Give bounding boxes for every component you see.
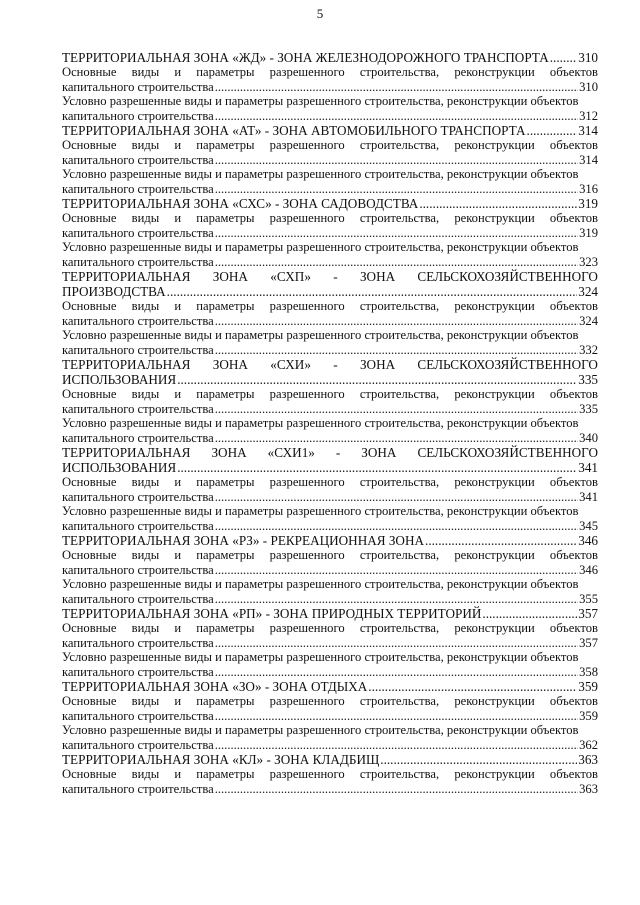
zone-title-line[interactable]: [62, 269, 598, 284]
conditional-types-continuation-page: 323: [579, 254, 598, 269]
toc-entry: [62, 606, 598, 679]
basic-types-line[interactable]: [62, 475, 598, 490]
conditional-types-continuation-page: 312: [579, 108, 598, 123]
basic-types-word: реконструкции: [454, 211, 535, 225]
conditional-types-text: Условно разрешенные виды и параметры разрешенного строительства, реконструкции объектов: [62, 650, 579, 664]
toc-entry: [62, 269, 598, 357]
zone-title-word: ЗОНА: [212, 357, 248, 372]
zone-title-continuation[interactable]: [62, 284, 598, 299]
zone-title-text: ТЕРРИТОРИАЛЬНАЯ ЗОНА «ЗО» - ЗОНА ОТДЫХА: [62, 679, 368, 694]
basic-types-continuation[interactable]: [62, 80, 598, 95]
leader-dots: [419, 196, 577, 211]
zone-title-text: ТЕРРИТОРИАЛЬНАЯ ЗОНА «СХС» - ЗОНА САДОВОДСТВА: [62, 196, 419, 211]
basic-types-word: реконструкции: [454, 694, 535, 708]
leader-dots: [215, 709, 578, 724]
toc-entry: [62, 445, 598, 533]
conditional-types-continuation-text: капитального строительства: [62, 254, 214, 269]
basic-types-word: разрешенного: [269, 621, 345, 635]
basic-types-word: разрешенного: [269, 138, 345, 152]
conditional-types-text: Условно разрешенные виды и параметры разрешенного строительства, реконструкции объектов: [62, 504, 579, 518]
basic-types-continuation-text: капитального строительства: [62, 708, 214, 723]
basic-types-continuation-text: капитального строительства: [62, 225, 214, 240]
leader-dots: [215, 255, 578, 270]
zone-title[interactable]: [62, 196, 598, 211]
basic-types-word: строительства,: [359, 548, 440, 562]
conditional-types-line[interactable]: [62, 577, 598, 592]
basic-types-word: разрешенного: [269, 387, 345, 401]
basic-types-word: объектов: [549, 475, 598, 489]
basic-types-word: параметры: [196, 475, 255, 489]
basic-types-continuation-page: 357: [579, 635, 598, 650]
basic-types-word: объектов: [549, 65, 598, 79]
zone-title-text: ТЕРРИТОРИАЛЬНАЯ ЗОНА «КЛ» - ЗОНА КЛАДБИЩ: [62, 752, 380, 767]
basic-types-word: разрешенного: [269, 211, 345, 225]
basic-types-word: реконструкции: [454, 387, 535, 401]
basic-types-word: и: [174, 548, 182, 562]
toc-entry: [62, 679, 598, 752]
zone-title-line[interactable]: [62, 445, 598, 460]
zone-title-word: СЕЛЬСКОХОЗЯЙСТВЕННОГО: [417, 357, 598, 372]
conditional-types-continuation-page: 316: [579, 181, 598, 196]
toc-entry: [62, 50, 598, 123]
zone-title-word: ЗОНА: [359, 269, 396, 284]
zone-title[interactable]: [62, 123, 598, 138]
basic-types-word: параметры: [196, 694, 255, 708]
toc-entry: [62, 196, 598, 269]
basic-types-word: и: [174, 138, 182, 152]
basic-types-line[interactable]: [62, 621, 598, 636]
basic-types-word: разрешенного: [269, 767, 345, 781]
basic-types-continuation-page: 359: [579, 708, 598, 723]
zone-title-text: ТЕРРИТОРИАЛЬНАЯ ЗОНА «АТ» - ЗОНА АВТОМОБИЛЬНОГО ТРАНСПОРТА: [62, 123, 526, 138]
basic-types-word: Основные: [62, 387, 117, 401]
basic-types-word: строительства,: [359, 299, 440, 313]
conditional-types-continuation-page: 340: [579, 430, 598, 445]
basic-types-word: параметры: [196, 299, 255, 313]
conditional-types-continuation[interactable]: [62, 182, 598, 197]
zone-title-continuation-text: ПРОИЗВОДСТВА: [62, 284, 166, 299]
basic-types-word: параметры: [196, 548, 255, 562]
basic-types-word: виды: [131, 767, 160, 781]
conditional-types-continuation-text: капитального строительства: [62, 342, 214, 357]
basic-types-line[interactable]: [62, 548, 598, 563]
basic-types-continuation-page: 335: [579, 401, 598, 416]
basic-types-word: параметры: [196, 387, 255, 401]
page-number: 5: [316, 6, 324, 21]
basic-types-word: разрешенного: [269, 65, 345, 79]
conditional-types-continuation[interactable]: [62, 109, 598, 124]
basic-types-word: и: [174, 621, 182, 635]
zone-title-word: -: [333, 269, 338, 284]
basic-types-line[interactable]: [62, 387, 598, 402]
basic-types-word: виды: [131, 694, 160, 708]
zone-title-line[interactable]: [62, 357, 598, 372]
basic-types-word: реконструкции: [454, 621, 535, 635]
leader-dots: [215, 738, 578, 753]
basic-types-word: объектов: [549, 621, 598, 635]
zone-title-word: ЗОНА: [211, 445, 247, 460]
basic-types-word: строительства,: [359, 767, 440, 781]
conditional-types-text: Условно разрешенные виды и параметры разрешенного строительства, реконструкции объектов: [62, 328, 579, 342]
basic-types-continuation-page: 363: [579, 781, 598, 796]
basic-types-word: объектов: [549, 299, 598, 313]
leader-dots: [215, 343, 578, 358]
basic-types-word: реконструкции: [454, 767, 535, 781]
basic-types-word: и: [174, 475, 182, 489]
basic-types-word: реконструкции: [454, 299, 535, 313]
conditional-types-continuation-text: капитального строительства: [62, 181, 214, 196]
leader-dots: [215, 80, 578, 95]
leader-dots: [215, 402, 578, 417]
conditional-types-continuation-page: 355: [579, 591, 598, 606]
zone-title-text: ТЕРРИТОРИАЛЬНАЯ ЗОНА «РЗ» - РЕКРЕАЦИОННАЯ ЗОНА: [62, 533, 425, 548]
leader-dots: [215, 782, 578, 797]
zone-title-page: 359: [578, 679, 598, 694]
conditional-types-continuation[interactable]: [62, 592, 598, 607]
zone-title[interactable]: [62, 606, 598, 621]
leader-dots: [380, 752, 577, 767]
leader-dots: [177, 460, 577, 475]
basic-types-word: строительства,: [359, 65, 440, 79]
zone-title-page: 310: [578, 50, 598, 65]
basic-types-word: и: [174, 694, 182, 708]
basic-types-word: строительства,: [359, 387, 440, 401]
zone-title[interactable]: [62, 679, 598, 694]
zone-title-continuation-text: ИСПОЛЬЗОВАНИЯ: [62, 372, 177, 387]
conditional-types-continuation-text: капитального строительства: [62, 108, 214, 123]
basic-types-word: Основные: [62, 694, 117, 708]
conditional-types-continuation-text: капитального строительства: [62, 737, 214, 752]
zone-title-continuation-page: 335: [578, 372, 598, 387]
conditional-types-line[interactable]: [62, 723, 598, 738]
basic-types-continuation[interactable]: [62, 314, 598, 329]
basic-types-word: виды: [131, 211, 160, 225]
basic-types-continuation-text: капитального строительства: [62, 781, 214, 796]
conditional-types-continuation-page: 332: [579, 342, 598, 357]
zone-title-continuation-page: 341: [578, 460, 598, 475]
basic-types-word: виды: [131, 138, 160, 152]
basic-types-word: Основные: [62, 548, 117, 562]
basic-types-word: объектов: [549, 694, 598, 708]
basic-types-word: параметры: [196, 767, 255, 781]
basic-types-continuation[interactable]: [62, 153, 598, 168]
leader-dots: [215, 563, 578, 578]
basic-types-word: объектов: [549, 211, 598, 225]
basic-types-word: параметры: [196, 138, 255, 152]
zone-title-continuation[interactable]: [62, 460, 598, 475]
leader-dots: [215, 182, 578, 197]
basic-types-word: виды: [131, 475, 160, 489]
basic-types-word: и: [174, 299, 182, 313]
leader-dots: [215, 665, 578, 680]
zone-title-page: 319: [578, 196, 598, 211]
basic-types-continuation[interactable]: [62, 636, 598, 651]
basic-types-word: и: [174, 65, 182, 79]
conditional-types-line[interactable]: [62, 504, 598, 519]
conditional-types-continuation[interactable]: [62, 665, 598, 680]
zone-title-page: 314: [578, 123, 598, 138]
basic-types-word: строительства,: [359, 694, 440, 708]
conditional-types-continuation[interactable]: [62, 431, 598, 446]
conditional-types-continuation-page: 345: [579, 518, 598, 533]
basic-types-continuation[interactable]: [62, 563, 598, 578]
basic-types-continuation-text: капитального строительства: [62, 401, 214, 416]
basic-types-word: параметры: [196, 211, 255, 225]
basic-types-continuation-page: 319: [579, 225, 598, 240]
zone-title-word: ТЕРРИТОРИАЛЬНАЯ: [62, 357, 191, 372]
leader-dots: [215, 153, 578, 168]
basic-types-word: виды: [131, 387, 160, 401]
conditional-types-text: Условно разрешенные виды и параметры разрешенного строительства, реконструкции объектов: [62, 167, 579, 181]
leader-dots: [482, 606, 577, 621]
leader-dots: [215, 490, 578, 505]
basic-types-word: Основные: [62, 299, 117, 313]
basic-types-word: разрешенного: [269, 475, 345, 489]
basic-types-continuation-text: капитального строительства: [62, 489, 214, 504]
zone-title-word: ТЕРРИТОРИАЛЬНАЯ: [62, 269, 191, 284]
leader-dots: [177, 372, 577, 387]
basic-types-continuation-page: 341: [579, 489, 598, 504]
conditional-types-continuation-text: капитального строительства: [62, 664, 214, 679]
basic-types-word: виды: [131, 65, 160, 79]
zone-title-word: СЕЛЬСКОХОЗЯЙСТВЕННОГО: [417, 269, 598, 284]
basic-types-continuation-text: капитального строительства: [62, 79, 214, 94]
conditional-types-line[interactable]: [62, 94, 598, 109]
basic-types-word: объектов: [549, 767, 598, 781]
basic-types-word: и: [174, 387, 182, 401]
toc-entry: [62, 357, 598, 445]
conditional-types-text: Условно разрешенные виды и параметры разрешенного строительства, реконструкции объектов: [62, 240, 579, 254]
basic-types-continuation-page: 310: [579, 79, 598, 94]
basic-types-line[interactable]: [62, 299, 598, 314]
zone-title-word: ТЕРРИТОРИАЛЬНАЯ: [62, 445, 191, 460]
leader-dots: [368, 679, 577, 694]
basic-types-word: реконструкции: [454, 138, 535, 152]
zone-title-page: 346: [578, 533, 598, 548]
conditional-types-text: Условно разрешенные виды и параметры разрешенного строительства, реконструкции объектов: [62, 723, 579, 737]
basic-types-word: разрешенного: [269, 299, 345, 313]
table-of-contents: [62, 50, 598, 796]
basic-types-word: строительства,: [359, 138, 440, 152]
zone-title-word: ЗОНА: [361, 445, 397, 460]
basic-types-continuation[interactable]: [62, 709, 598, 724]
basic-types-word: виды: [131, 621, 160, 635]
basic-types-word: строительства,: [359, 475, 440, 489]
conditional-types-line[interactable]: [62, 416, 598, 431]
leader-dots: [215, 636, 578, 651]
basic-types-continuation-page: 346: [579, 562, 598, 577]
basic-types-word: строительства,: [359, 621, 440, 635]
zone-title-page: 363: [578, 752, 598, 767]
basic-types-line[interactable]: [62, 767, 598, 782]
basic-types-continuation-text: капитального строительства: [62, 152, 214, 167]
leader-dots: [215, 431, 578, 446]
leader-dots: [215, 519, 578, 534]
conditional-types-continuation-page: 358: [579, 664, 598, 679]
zone-title-word: СЕЛЬСКОХОЗЯЙСТВЕННОГО: [417, 445, 598, 460]
basic-types-continuation[interactable]: [62, 490, 598, 505]
basic-types-line[interactable]: [62, 694, 598, 709]
conditional-types-line[interactable]: [62, 328, 598, 343]
basic-types-word: объектов: [549, 548, 598, 562]
basic-types-word: Основные: [62, 475, 117, 489]
conditional-types-continuation-text: капитального строительства: [62, 430, 214, 445]
zone-title[interactable]: [62, 50, 598, 65]
basic-types-continuation-text: капитального строительства: [62, 313, 214, 328]
basic-types-word: виды: [131, 548, 160, 562]
basic-types-word: параметры: [196, 621, 255, 635]
leader-dots: [425, 533, 577, 548]
conditional-types-continuation-text: капитального строительства: [62, 591, 214, 606]
conditional-types-text: Условно разрешенные виды и параметры разрешенного строительства, реконструкции объектов: [62, 577, 579, 591]
toc-entry: [62, 752, 598, 796]
zone-title-continuation-page: 324: [578, 284, 598, 299]
leader-dots: [167, 284, 578, 299]
basic-types-continuation-page: 314: [579, 152, 598, 167]
leader-dots: [527, 123, 578, 138]
basic-types-continuation[interactable]: [62, 226, 598, 241]
basic-types-word: разрешенного: [269, 548, 345, 562]
leader-dots: [215, 226, 578, 241]
basic-types-word: Основные: [62, 211, 117, 225]
basic-types-word: виды: [131, 299, 160, 313]
toc-entry: [62, 123, 598, 196]
conditional-types-continuation-text: капитального строительства: [62, 518, 214, 533]
zone-title[interactable]: [62, 752, 598, 767]
leader-dots: [215, 109, 578, 124]
basic-types-continuation-page: 324: [579, 313, 598, 328]
zone-title-word: -: [335, 445, 341, 460]
basic-types-word: Основные: [62, 65, 117, 79]
basic-types-continuation-text: капитального строительства: [62, 562, 214, 577]
basic-types-continuation[interactable]: [62, 402, 598, 417]
conditional-types-line[interactable]: [62, 650, 598, 665]
zone-title-word: «СХИ1»: [267, 445, 315, 460]
basic-types-word: строительства,: [359, 211, 440, 225]
basic-types-line[interactable]: [62, 65, 598, 80]
basic-types-word: и: [174, 767, 182, 781]
conditional-types-continuation[interactable]: [62, 519, 598, 534]
basic-types-word: разрешенного: [269, 694, 345, 708]
zone-title[interactable]: [62, 533, 598, 548]
zone-title-word: ЗОНА: [212, 269, 248, 284]
leader-dots: [215, 314, 578, 329]
basic-types-word: Основные: [62, 621, 117, 635]
basic-types-continuation-text: капитального строительства: [62, 635, 214, 650]
basic-types-word: и: [174, 211, 182, 225]
zone-title-word: «СХП»: [270, 269, 311, 284]
zone-title-word: ЗОНА: [359, 357, 396, 372]
zone-title-continuation[interactable]: [62, 372, 598, 387]
basic-types-word: параметры: [196, 65, 255, 79]
zone-title-word: -: [333, 357, 338, 372]
zone-title-word: «СХИ»: [270, 357, 311, 372]
basic-types-word: Основные: [62, 767, 117, 781]
basic-types-word: объектов: [549, 387, 598, 401]
basic-types-word: реконструкции: [454, 548, 535, 562]
basic-types-word: реконструкции: [454, 65, 535, 79]
basic-types-word: Основные: [62, 138, 117, 152]
zone-title-text: ТЕРРИТОРИАЛЬНАЯ ЗОНА «РП» - ЗОНА ПРИРОДНЫХ ТЕРРИТОРИЙ: [62, 606, 482, 621]
conditional-types-line[interactable]: [62, 167, 598, 182]
basic-types-line[interactable]: [62, 211, 598, 226]
conditional-types-continuation-page: 362: [579, 737, 598, 752]
leader-dots: [550, 50, 577, 65]
basic-types-word: реконструкции: [454, 475, 535, 489]
conditional-types-text: Условно разрешенные виды и параметры разрешенного строительства, реконструкции объектов: [62, 94, 579, 108]
conditional-types-line[interactable]: [62, 240, 598, 255]
conditional-types-text: Условно разрешенные виды и параметры разрешенного строительства, реконструкции объектов: [62, 416, 579, 430]
basic-types-line[interactable]: [62, 138, 598, 153]
conditional-types-continuation[interactable]: [62, 738, 598, 753]
basic-types-continuation[interactable]: [62, 782, 598, 797]
conditional-types-continuation[interactable]: [62, 343, 598, 358]
toc-entry: [62, 533, 598, 606]
conditional-types-continuation[interactable]: [62, 255, 598, 270]
zone-title-text: ТЕРРИТОРИАЛЬНАЯ ЗОНА «ЖД» - ЗОНА ЖЕЛЕЗНОДОРОЖНОГО ТРАНСПОРТА: [62, 50, 549, 65]
leader-dots: [215, 592, 578, 607]
zone-title-page: 357: [578, 606, 598, 621]
zone-title-continuation-text: ИСПОЛЬЗОВАНИЯ: [62, 460, 177, 475]
basic-types-word: объектов: [549, 138, 598, 152]
